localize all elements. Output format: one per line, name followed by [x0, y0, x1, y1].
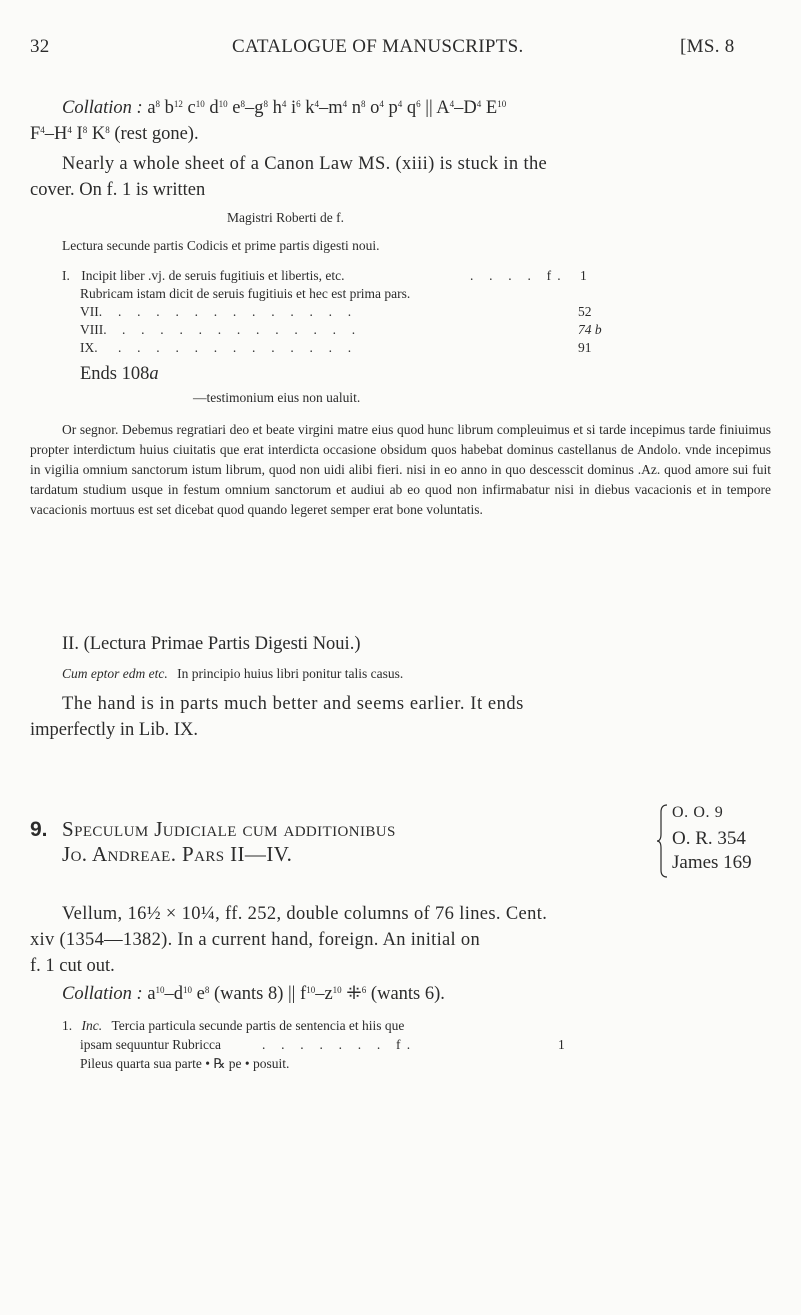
collation-line — [62, 982, 445, 1007]
incipit-text: In principio huius libri ponitur talis casus. — [177, 666, 404, 681]
entry-title-line-1: Speculum Judiciale cum additionibus — [62, 817, 396, 841]
hand-note-line-2: imperfectly in Lib. IX. — [30, 720, 198, 740]
inscription-line: Lectura secunde partis Codicis et prime partis digesti noui. — [62, 238, 380, 253]
collation-line-1 — [62, 96, 506, 121]
collation-label: Collation : — [62, 98, 143, 118]
note-line-2: cover. On f. 1 is written — [30, 180, 206, 200]
collation-formula: $a^{10}-d^{10}$ $e^8$ (wants 8) || $f^{10}-z^{10}$ ⁜$^6$ (wants 6). — [147, 984, 445, 1004]
ms-reference: [MS. 8 — [680, 36, 735, 57]
collation-label: Collation : — [62, 984, 143, 1004]
collation-formula: $a^8$ $b^{12}$ $c^{10}$ $d^{10}$ $e^8-g^8$ $h^4$ $i^6$ $k^4-m^4$ $n^8$ $o^4$ $p^4$ $q^6$ || $A^4-D^4$ $E^{10}$ — [147, 98, 507, 118]
contents-number: I. — [62, 268, 70, 283]
contents-dots: . . . . . . . . . . . . . — [118, 340, 358, 355]
testimonium-line: —testimonium eius non ualuit. — [193, 390, 361, 405]
description-line-2: xiv (1354—1382). In a current hand, foreign. An initial on — [30, 930, 480, 950]
note-line-1: Nearly a whole sheet of a Canon Law MS. (xiii) is stuck in the — [62, 154, 548, 174]
item-folio: 1 — [558, 1037, 565, 1052]
item-number: 1. — [62, 1018, 73, 1033]
hand-note-line-1: The hand is in parts much better and seems earlier. It ends — [62, 694, 524, 714]
inscription-title: Magistri Roberti de f. — [227, 210, 344, 225]
shelfmark: O. O. 9 — [672, 804, 724, 821]
item-line-2: ipsam sequuntur Rubricca — [80, 1037, 221, 1052]
item-dots: . . . . . . . f. — [262, 1037, 417, 1052]
item-line-1 — [62, 1016, 404, 1036]
ends-label: Ends 108 — [80, 364, 150, 384]
contents-folio: 74 b — [578, 322, 602, 337]
item-text: Tercia particula secunde partis de sentencia et hiis que — [111, 1018, 405, 1033]
contents-dots: . . . . . . . . . . . . . — [118, 304, 358, 319]
incipit-italic: Cum eptor edm etc. — [62, 666, 168, 681]
shelfmark: James 169 — [672, 852, 752, 873]
description-line-3: f. 1 cut out. — [30, 956, 115, 976]
item-line-3: Pileus quarta sua parte • ℞ pe • posuit. — [80, 1056, 290, 1071]
ends-suffix: a — [149, 364, 159, 384]
contents-number: VII. — [80, 304, 103, 319]
colophon-paragraph: Or segnor. Debemus regratiari deo et beate virgini matre eius quod hunc librum compleuimus et si tarde incepimus tarde finiuimus propter interdictum huius ciuitatis que erat interdicta occasione obsidum quos habebat dominus castellanus de Andolo. vnde incepimus in vigilia omnium sanctorum istum librum, quod non uidi alibi fieri. nisi in eo anno in quo descesscit dominus .Az. quod amore sui fuit tardatum studium usque in festum omnium sanctorum et audiui ab eo quod non infirmabatur nisi in diebus vacacionis et in tempore vacacionis mortuus est set dicebat quod quando legeret semper erat bone voluntatis. — [30, 422, 771, 517]
entry-number: 9. — [30, 818, 48, 841]
description-line-1: Vellum, 16½ × 10¼, ff. 252, double columns of 76 lines. Cent. — [62, 904, 548, 924]
contents-row — [62, 266, 344, 286]
contents-rubric-line: Rubricam istam dicit de seruis fugitiuis et hec est prima pars. — [80, 286, 411, 301]
page-number: 32 — [30, 36, 50, 57]
section-heading: II. (Lectura Primae Partis Digesti Noui.) — [62, 634, 361, 654]
section-incipit — [62, 664, 403, 684]
contents-number: IX. — [80, 340, 98, 355]
contents-folio: 1 — [580, 268, 587, 283]
brace-icon — [656, 804, 668, 878]
shelfmark: O. R. 354 — [672, 828, 746, 849]
running-title: CATALOGUE OF MANUSCRIPTS. — [232, 36, 524, 57]
contents-folio: 91 — [578, 340, 592, 355]
entry-title-line-2: Jo. Andreae. Pars II—IV. — [62, 842, 293, 866]
collation-line-2: $F^4-H^4$ $I^8$ $K^8$ (rest gone). — [30, 124, 199, 144]
item-label: Inc. — [81, 1018, 103, 1033]
contents-dots: . . . . f. — [470, 268, 567, 283]
ends-line — [80, 362, 159, 387]
contents-number: VIII. — [80, 322, 107, 337]
contents-text: Incipit liber .vj. de seruis fugitiuis et libertis, etc. — [81, 268, 345, 283]
contents-folio: 52 — [578, 304, 592, 319]
contents-dots: . . . . . . . . . . . . . — [122, 322, 362, 337]
